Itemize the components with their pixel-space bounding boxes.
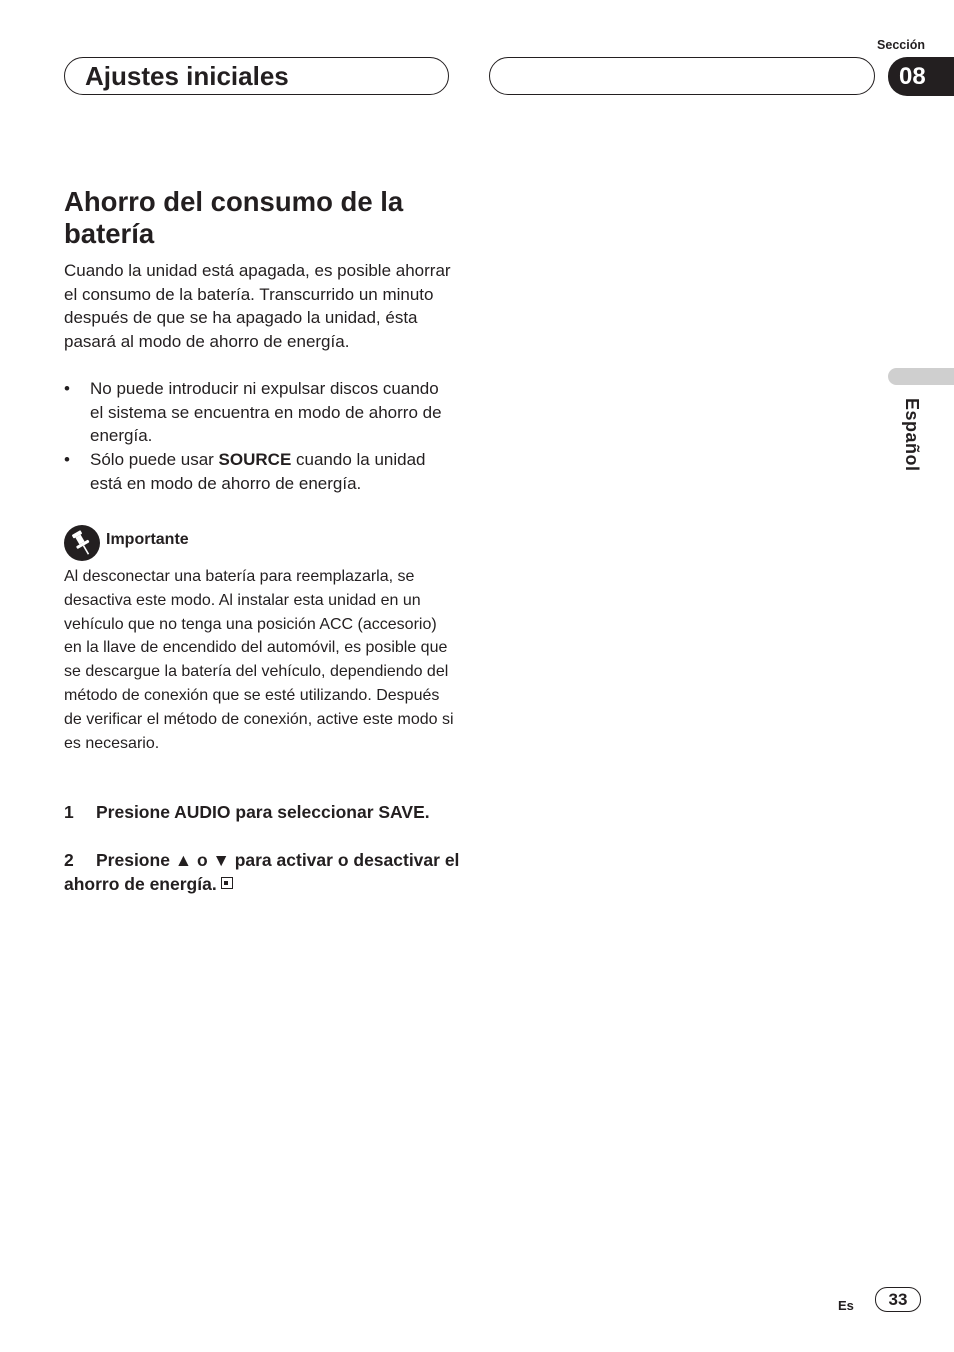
step-number: 2 <box>64 850 74 870</box>
chapter-title: Ajustes iniciales <box>85 61 289 91</box>
step-text: Presione AUDIO para seleccionar SAVE. <box>96 802 430 822</box>
section-number-tab <box>888 57 954 96</box>
bullet-icon: • <box>64 379 70 398</box>
bullet-text: No puede introducir ni expulsar discos cuando el sistema se encuentra en modo de ahorro de energía. <box>90 379 442 446</box>
step-number: 1 <box>64 802 74 822</box>
list-item <box>64 377 456 448</box>
section-heading: Ahorro del consumo de la batería <box>64 186 404 249</box>
section-label: Sección <box>877 38 925 52</box>
step-text: Presione ▲ o ▼ para activar o desactivar el ahorro de energía. <box>64 850 460 894</box>
bullet-text-bold: SOURCE <box>218 450 292 470</box>
bullet-text-after: cuando la unidad está en modo de ahorro de energía. <box>90 450 426 493</box>
step-1 <box>64 800 464 824</box>
header-blank-frame <box>489 57 875 95</box>
step-2 <box>64 848 464 896</box>
language-tab-label: Español <box>902 398 922 472</box>
footer-language-code: Es <box>838 1298 854 1313</box>
bullet-text-before: Sólo puede usar <box>90 450 219 470</box>
language-tab-bar <box>888 368 954 385</box>
end-of-section-icon <box>221 877 233 889</box>
section-number: 08 <box>899 63 926 90</box>
bullet-icon: • <box>64 450 70 470</box>
intro-paragraph: Cuando la unidad está apagada, es posible ahorrar el consumo de la batería. Transcurrido un minuto después de que se ha apagado la unidad, ésta pasará al modo de ahorro de energía. <box>64 261 451 352</box>
list-item <box>64 448 456 495</box>
important-text: Al desconectar una batería para reemplazarla, se desactiva este modo. Al instalar esta unidad en un vehículo que no tenga una posición ACC (accesorio) en la llave de encendido del automóvil, es posible que se descargue la batería del vehículo, dependiendo del método de conexión que se esté utilizando. Después de verificar el método de conexión, active este modo si es necesario. <box>64 568 454 752</box>
bullet-list <box>64 377 456 496</box>
chapter-header <box>64 57 449 95</box>
important-label: Importante <box>106 531 189 548</box>
pushpin-icon <box>64 525 100 561</box>
page-number: 33 <box>875 1287 921 1312</box>
